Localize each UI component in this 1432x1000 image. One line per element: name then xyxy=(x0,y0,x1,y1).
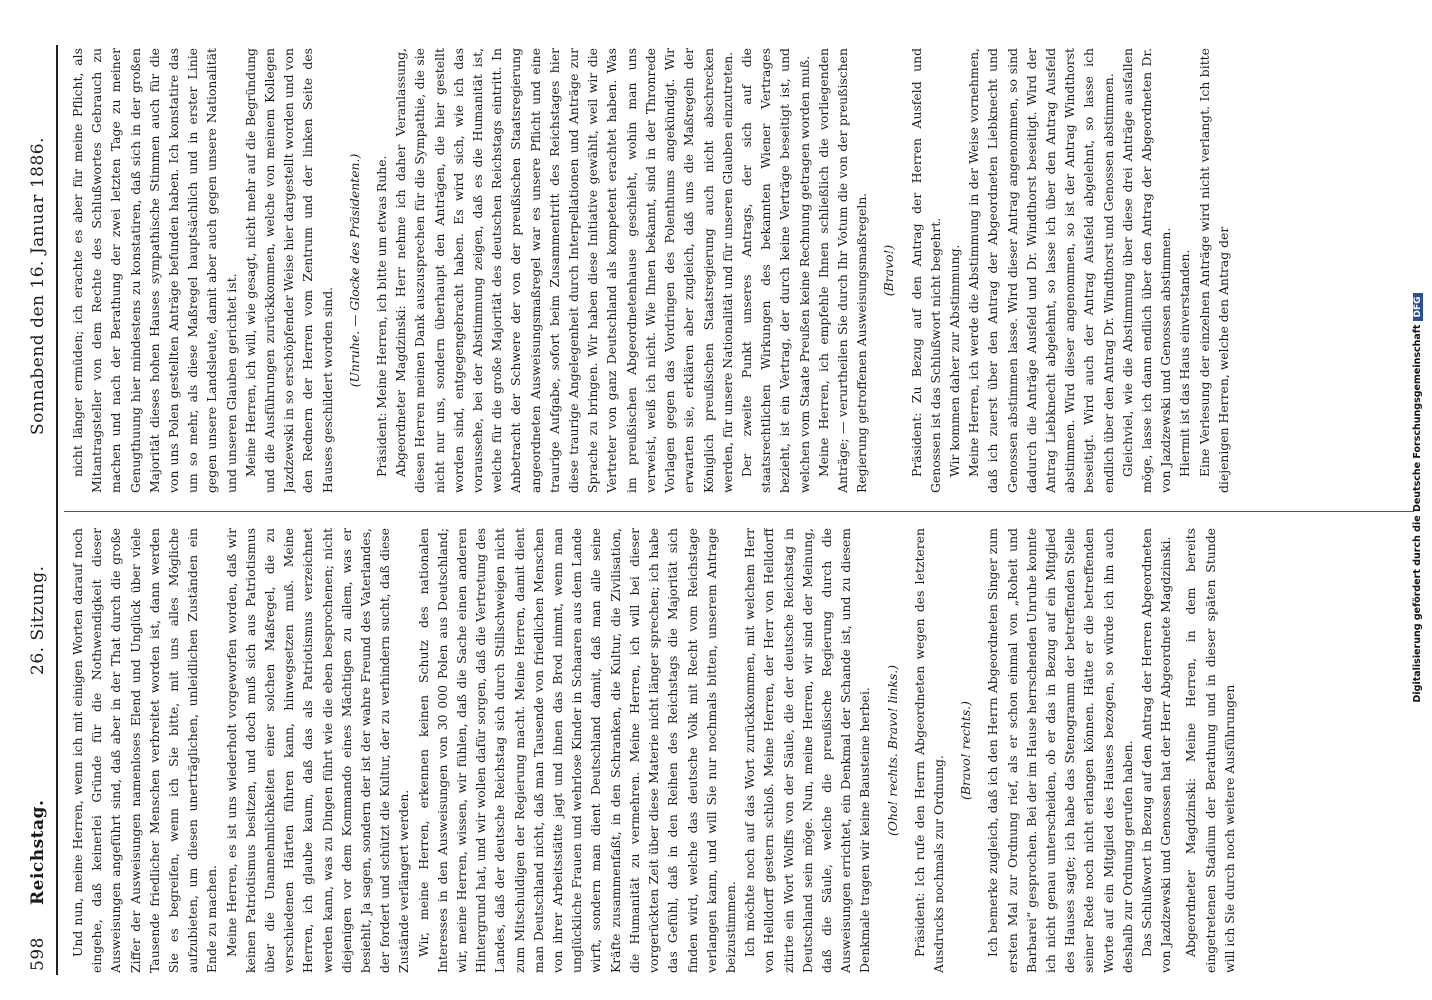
document-page xyxy=(20,45,1420,975)
paragraph: Meine Herren, ich empfehle Ihnen schließlich die vorliegenden Anträge; — verurtheilen Sie durch Ihr Votum die von der preußischen Regierung getroffenen Ausweisungsmaßregeln. xyxy=(815,48,870,493)
paragraph: Meine Herren, ich werde die Abstimmung in der Weise vornehmen, daß ich zuerst über den Antrag der Abgeordneten Liebknecht und Genossen abstimmen lasse. Wird dieser Antrag angenommen, so sind dadurch die Anträge Ausfeld und Dr. Windthorst beseitigt. Wird der Antrag Liebknecht abgelehnt, so lasse ich über den Antrag Ausfeld abstimmen. Wird dieser angenommen, so ist der Antrag Windthorst beseitigt. Wird auch der Antrag Ausfeld abgelehnt, so lasse ich endlich über den Antrag Dr. Windthorst und Genossen abstimmen. xyxy=(966,48,1116,493)
session-number: 26. Sitzung. xyxy=(28,565,48,675)
column-divider xyxy=(64,511,1414,512)
right-column xyxy=(68,48,1413,493)
paragraph: Ich bemerke zugleich, daß ich den Herrn Abgeordneten Singer zum ersten Mal zur Ordnung rief, als er schon einmal von „Roheit und Barbarei“ gesprochen. Bei der im Hause herrschenden Unruhe konnte ich nicht genau unterscheiden, ob er das in Bezug auf ein Mitglied des Hauses sagte; ich habe das Stenogramm der betreffenden Stelle seiner Rede noch nicht erlangen können. Hätte er die betreffenden Worte auf ein Mitglied des Hauses bezogen, so würde ich ihn auch deshalb zur Ordnung gerufen haben. xyxy=(985,528,1135,973)
running-head xyxy=(20,45,58,975)
speaker-remark: Abgeordneter Magdzinski: Herr nehme ich daher Veranlassung, diesen Herren meinen Dank auszusprechen für die Sympathie, die sie nicht nur uns, sondern überhaupt den Anträgen, die hier gestellt worden sind, entgegengebracht haben. Es wird sich, wie ich das voraussehe, bei der Abstimmung zeigen, daß es die Humanität ist, welche für die große Majorität des deutschen Reichstags eintritt. In Anbetracht der Schwere der von der preußischen Staatsregierung angeordneten Ausweisungsmaßregel war es unsere Pflicht und eine traurige Aufgabe, sofort beim Zusammentritt des Reichstages hier diese traurige Angelegenheit durch Interpellationen und Anträge zur Sprache zu bringen. Wir haben diese Initiative gewählt, weil wir die Vertreter von ganz Deutschland als kompetent erachtet haben. Was im preußischen Abgeordnetenhause geschieht, wohin man uns verweist, weiß ich nicht. Wie Ihnen bekannt, sind in der Thronrede Vorlagen gegen das Vordringen des Polenthums angekündigt. Wir erwarten sie, erklären aber zugleich, daß uns die Maßregeln der Königlich preußischen Staatsregierung auch nicht abschrecken werden, für unsere Nationalität und für unseren Glauben einzutreten. xyxy=(393,48,735,493)
audience-reaction: (Bravo! rechts.) xyxy=(958,701,974,800)
president-remark: Präsident: Zu Bezug auf den Antrag der Herren Ausfeld und Genossen ist das Schlußwort nicht begehrt. xyxy=(908,48,943,493)
paragraph: Meine Herren, ich will, wie gesagt, nicht mehr auf die Begründung und die Ausführungen zurückkommen, welche von meinem Kollegen Jazdzewski in so erschöpfender Weise hier dargestellt worden und von den Rednern der Herren vom Zentrum und der linken Seite des Hauses geschildert worden sind. xyxy=(242,48,335,493)
left-column xyxy=(68,528,1413,973)
paragraph: Hiermit ist das Haus einverstanden. xyxy=(1177,249,1193,477)
digitization-credit xyxy=(1410,10,1424,990)
president-remark: Präsident: Ich rufe den Herrn Abgeordneten wegen des letzteren Ausdrucks nochmals zur Ordnung. xyxy=(911,528,946,973)
audience-reaction: (Bravo!) xyxy=(881,244,897,297)
paragraph: Das Schlußwort in Bezug auf den Antrag der Herren Abgeordneten von Jazdzewski und Genossen hat der Herr Abgeordnete Magdzinski. xyxy=(1138,528,1174,973)
paragraph: Gleichviel, wie die Abstimmung über diese drei Anträge ausfallen möge, lasse ich dann endlich über den Antrag der Abgeordneten Dr. von Jazdzewski und Genossen abstimmen. xyxy=(1119,48,1174,493)
audience-reaction: (Unruhe. — Glocke des Präsidenten.) xyxy=(346,153,362,388)
paragraph: Ich möchte noch auf das Wort zurückkommen, mit welchem Herr von Helldorff gestern schloß. Meine Herren, der Herr von Helldorff zitirte ein Wort Wolffs von der Säule, die der deutsche Reichstag in Deutschland sein möge. Nun, meine Herren, wir sind der Meinung, daß die Säule, welche die preußische Regierung durch die Ausweisungen errichtet, ein Denkmal der Schande ist, und zu diesem Denkmale tragen wir keine Bausteine herbei. xyxy=(742,528,873,973)
paragraph: nicht länger ermüden; ich erachte es aber für meine Pflicht, als Mitantragsteller von dem Rechte des Schlußwortes Gebrauch zu machen und nach der Berathung der zwei letzten Tage zu meiner Genugthuung hier mindestens zu konstatiren, daß sich in der großen Majorität dieses hohen Hauses sympathische Stimmen auch für die von uns Polen gestellten Anträge befunden haben. Ich konstatire das um so mehr, als diese Maßregel hauptsächlich und in erster Linie gegen unsere Landsleute, damit aber auch gegen unsere Nationalität und unseren Glauben gerichtet ist. xyxy=(70,48,239,493)
paragraph: Eine Verlesung der einzelnen Anträge wird nicht verlangt. Ich bitte diejenigen Herren, welche den Antrag der xyxy=(1196,48,1231,493)
paragraph: Und nun, meine Herren, wenn ich mit einigen Worten darauf noch eingehe, daß keinerlei Gründe für die Nothwendigkeit dieser Ausweisungen angeführt sind, daß aber in der That durch die große Ziffer der Ausweisungen namenloses Elend und Unglück über viele Tausende friedlicher Menschen verbreitet worden ist, dann werden Sie es begreifen, wenn ich Sie bitte, mit uns alles Mögliche aufzubieten, um diesen unerträglichen, unleidlichen Zuständen ein Ende zu machen. xyxy=(70,528,220,973)
paragraph: Wir, meine Herren, erkennen keinen Schutz des nationalen Interesses in den Ausweisungen von 30 000 Polen aus Deutschland; wir, meine Herren, wissen, wir fühlen, daß die Sache einen anderen Hintergrund hat, und wir wollen dafür sorgen, daß die Vertretung des Landes, daß der deutsche Reichstag sich durch Stillschweigen nicht zum Mitschuldigen der Regierung macht. Meine Herren, damit dient man Deutschland nicht, daß man Tausende von friedlichen Menschen von ihrer Arbeitsstätte jagt und ihnen das Brod nimmt, wenn man unglückliche Frauen und wehrlose Kinder in Schaaren aus dem Lande wirft, sondern man dient Deutschland damit, daß man alle seine Kräfte zusammenfaßt, in den Schranken, die Kultur, die Zivilisation, die Humanität zu vermehren. Meine Herren, ich will bei dieser vorgerückten Zeit über diese Materie nicht länger sprechen; ich habe das Gefühl, daß in den Reihen des Reichstags die Majorität sich finden wird, welche das deutsche Volk mit Recht vom Reichstage verlangen kann, und will Sie nur nochmals bitten, unserem Antrage beizustimmen. xyxy=(415,528,738,973)
speaker-remark: Abgeordneter Magdzinski: Meine Herren, in dem bereits eingetretenen Stadium der Berathung und in dieser späten Stunde will ich Sie durch noch weitere Ausführungen xyxy=(1183,528,1237,973)
session-date: Sonnabend den 16. Januar 1886. xyxy=(28,136,48,435)
president-remark: Präsident: Meine Herren, ich bitte um etwas Ruhe. xyxy=(374,155,390,477)
publication-title: Reichstag. xyxy=(28,799,48,905)
paragraph: Wir kommen daher zur Abstimmung. xyxy=(946,244,962,477)
audience-reaction: (Oho! rechts. Bravo! links.) xyxy=(884,664,900,837)
page-number: 598 xyxy=(28,937,48,971)
dfg-logo: DFG xyxy=(1413,294,1423,321)
credit-text: Digitalisierung gefördert durch die Deutsche Forschungsgemeinschaft xyxy=(1412,324,1423,703)
paragraph: Meine Herren, es ist uns wiederholt vorgeworfen worden, daß wir keinen Patriotismus besitzen, und doch muß sich aus Patriotismus über die Unannehmlichkeiten einer solchen Maßregel, die zu verschiedenen Härten führen kann, hinwegsetzen muß. Meine Herren, ich glaube kaum, daß das als Patriotismus verzeichnet werden kann, was zu Dingen führt wie die eben besprochenen; nicht diejenigen vor dem Kommando eines Mächtigen zu allem, was er besiehlt, Ja sagen, sondern der ist der wahre Freund des Vaterlandes, der fordert und schützt die Kultur, der zu verhindern sucht, daß diese Zustände verlängert werden. xyxy=(223,528,412,973)
paragraph: Der zweite Punkt unseres Antrags, der sich auf die staatsrechtlichen Wirkungen des bekannten Wiener Vertrages bezieht, ist ein Vertrag, der durch keine Verträge beseitigt ist, und welchen vom Staate Preußen keine Rechnung getragen worden muß. xyxy=(738,48,812,493)
